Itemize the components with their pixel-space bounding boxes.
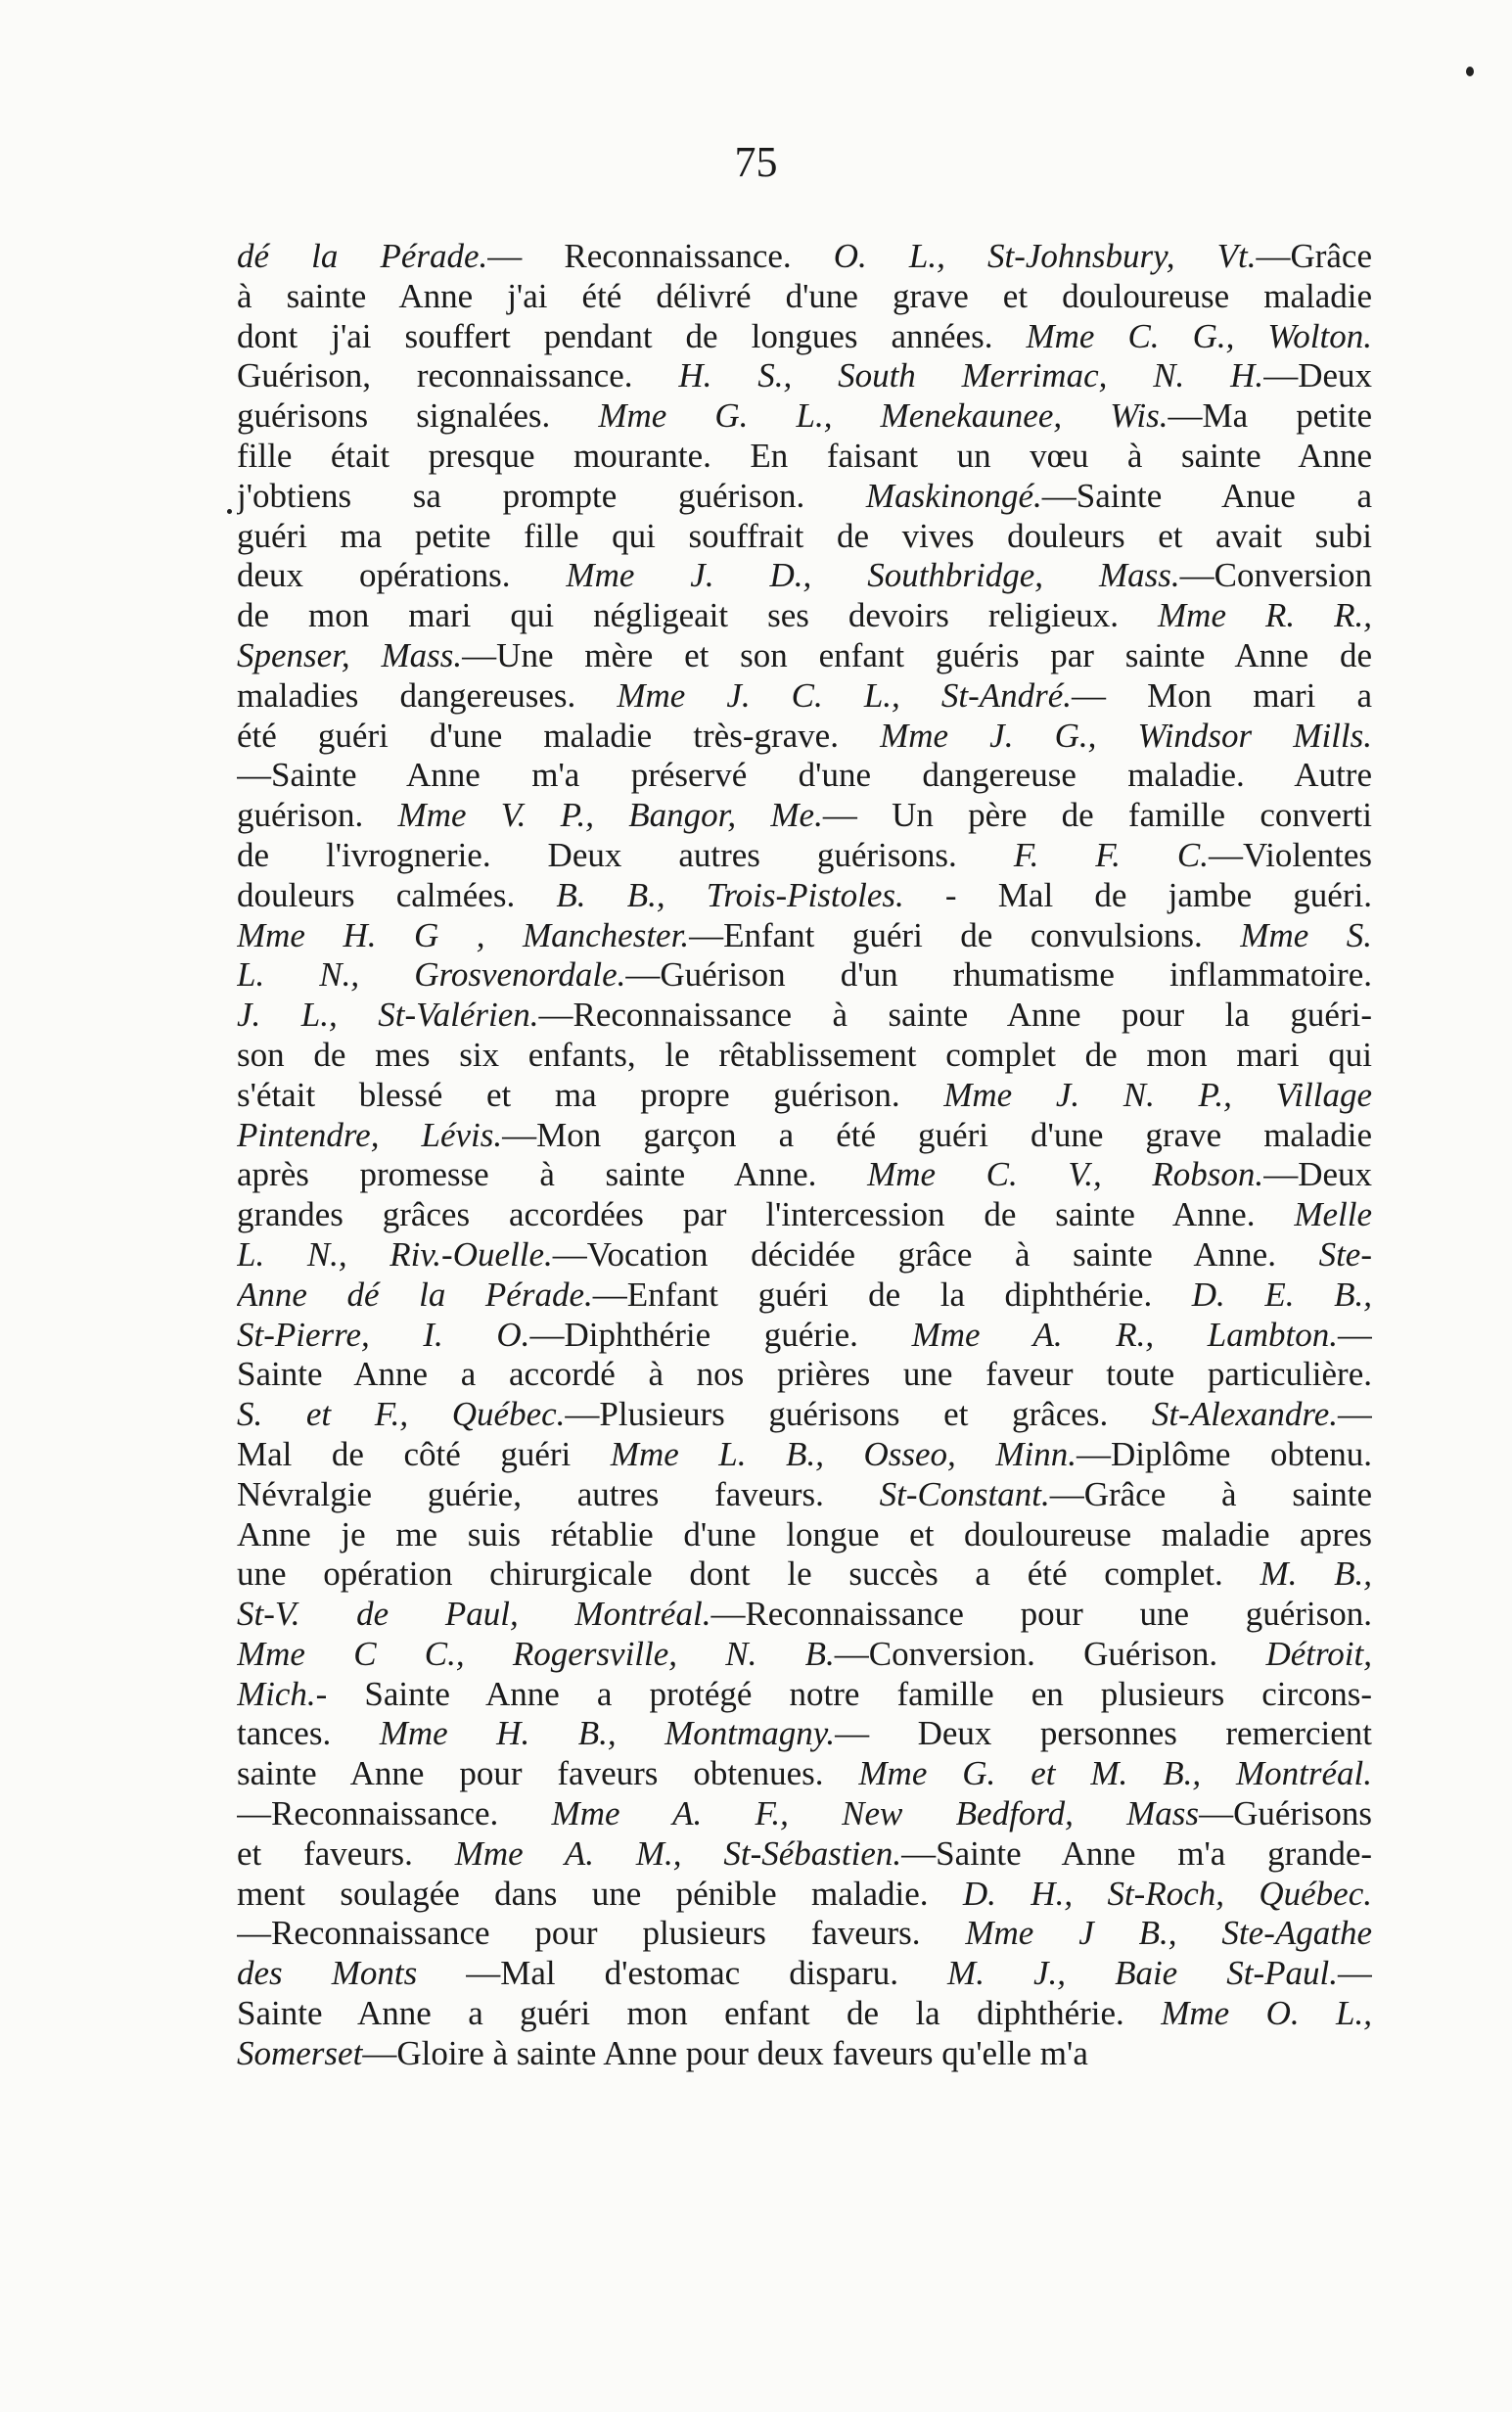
- text-segment: —Mon garçon a été guéri d'une grave maladie: [502, 1115, 1372, 1154]
- text-line: [237, 1155, 1372, 1195]
- text-segment: de mon mari qui négligeait ses devoirs religieux.: [237, 596, 1159, 635]
- text-line: [237, 996, 1372, 1036]
- text-line: [237, 836, 1372, 876]
- italic-text: Spenser, Mass.: [237, 635, 463, 674]
- text-segment: - Mal de jambe guéri.: [903, 875, 1372, 914]
- text-line: [237, 1675, 1372, 1715]
- text-line: [237, 1515, 1372, 1555]
- text-segment: — Deux personnes remercient: [835, 1714, 1372, 1753]
- text-segment: été guéri d'une maladie très-grave.: [237, 716, 881, 755]
- text-segment: maladies dangereuses.: [237, 675, 618, 715]
- text-segment: —Deux: [1263, 1155, 1372, 1194]
- italic-text: Mme J. G., Windsor Mills.: [880, 716, 1372, 755]
- italic-text: Mme L. B., Osseo, Minn.: [610, 1434, 1077, 1473]
- text-line: [237, 1036, 1372, 1076]
- text-segment: —: [1338, 1315, 1372, 1354]
- text-segment: à sainte Anne j'ai été délivré d'une grave et douloureuse maladie: [237, 276, 1372, 315]
- text-segment: —Diplôme obtenu.: [1076, 1434, 1372, 1473]
- text-segment: sainte Anne pour faveurs obtenues.: [237, 1754, 859, 1793]
- italic-text: O. L., St-Johnsbury, Vt.: [833, 237, 1257, 275]
- italic-text: Somerset: [237, 2033, 363, 2072]
- text-segment: —Enfant guéri de la diphthérie.: [592, 1275, 1192, 1314]
- text-segment: —Reconnaissance à sainte Anne pour la guéri-: [538, 996, 1372, 1035]
- text-segment: —Une mère et son enfant guéris par sainte Anne de: [462, 635, 1372, 674]
- text-segment: —Sainte Anue a: [1041, 476, 1372, 515]
- text-segment: Sainte Anne a guéri mon enfant de la diphthérie.: [237, 1994, 1162, 2033]
- text-segment: son de mes six enfants, le rêtablissement complet de mon mari qui: [237, 1035, 1372, 1074]
- text-line: [237, 636, 1372, 676]
- text-segment: —Reconnaissance.: [237, 1794, 552, 1833]
- italic-text: D. H., St-Roch, Québec.: [962, 1874, 1372, 1913]
- italic-text: H. S., South Merrimac, N. H.: [678, 356, 1264, 395]
- text-line: [237, 1595, 1372, 1635]
- text-segment: de l'ivrognerie. Deux autres guérisons.: [237, 835, 1014, 874]
- text-line: [237, 237, 1372, 277]
- italic-text: St-Constant.: [879, 1474, 1050, 1513]
- text-line: [237, 556, 1372, 596]
- text-segment: —Sainte Anne m'a préservé d'une dangereuse maladie. Autre: [237, 756, 1372, 795]
- text-line: [237, 317, 1372, 357]
- text-segment: guéri ma petite fille qui souffrait de vives douleurs et avait subi: [237, 516, 1372, 555]
- text-segment: —Reconnaissance pour plusieurs faveurs.: [237, 1914, 966, 1953]
- text-segment: —Gloire à sainte Anne pour deux faveurs qu'elle m'a: [362, 2033, 1088, 2072]
- italic-text: dé la Pérade.: [237, 237, 488, 275]
- text-segment: Névralgie guérie, autres faveurs.: [237, 1474, 880, 1513]
- text-line: [237, 1635, 1372, 1675]
- italic-text: St-V. de Paul, Montréal.: [237, 1595, 711, 1634]
- text-segment: —Grâce à sainte: [1049, 1474, 1372, 1513]
- text-segment: douleurs calmées.: [237, 875, 557, 914]
- text-line: [237, 1435, 1372, 1475]
- text-line: [237, 1554, 1372, 1595]
- text-segment: guérisons signalées.: [237, 396, 599, 436]
- text-line: [237, 1794, 1372, 1834]
- text-line: [237, 1475, 1372, 1515]
- italic-text: F. F. C.: [1013, 835, 1209, 874]
- text-segment: une opération chirurgicale dont le succès a été complet.: [237, 1554, 1260, 1594]
- italic-text: Mme J. N. P., Village: [943, 1075, 1372, 1114]
- text-segment: —Reconnaissance pour une guérison.: [710, 1595, 1372, 1634]
- text-segment: — Reconnaissance.: [487, 237, 834, 275]
- italic-text: Mme R. R.,: [1158, 596, 1372, 635]
- text-line: [237, 1714, 1372, 1754]
- text-segment: —Guérisons: [1199, 1794, 1372, 1833]
- text-line: [237, 2034, 1372, 2074]
- text-line: [237, 396, 1372, 437]
- text-line: [237, 1395, 1372, 1435]
- text-segment: —Vocation décidée grâce à sainte Anne.: [552, 1234, 1319, 1274]
- text-segment: —: [1338, 1954, 1372, 1993]
- italic-text: Mme H. B., Montmagny.: [379, 1714, 836, 1753]
- text-segment: —: [1338, 1395, 1372, 1434]
- italic-text: Mme S.: [1240, 915, 1372, 954]
- text-segment: après promesse à sainte Anne.: [237, 1155, 868, 1194]
- text-line: [237, 437, 1372, 477]
- text-line: [237, 955, 1372, 996]
- italic-text: Melle: [1294, 1195, 1372, 1234]
- italic-text: M. J., Baie St-Paul.: [947, 1954, 1338, 1993]
- italic-text: Ste-: [1318, 1234, 1372, 1274]
- text-line: [237, 356, 1372, 396]
- text-segment: —Diphthérie guérie.: [529, 1315, 912, 1354]
- italic-text: Mme C. V., Robson.: [867, 1155, 1264, 1194]
- italic-text: Maskinongé.: [865, 476, 1042, 515]
- text-line: [237, 1116, 1372, 1156]
- text-segment: fille était presque mourante. En faisant un vœu à sainte Anne: [237, 436, 1372, 475]
- text-line: [237, 1875, 1372, 1915]
- text-segment: grandes grâces accordées par l'intercession de sainte Anne.: [237, 1195, 1295, 1234]
- italic-text: Mme A. M., St-Sébastien.: [454, 1833, 902, 1873]
- text-segment: —Mal d'estomac disparu.: [417, 1954, 948, 1993]
- italic-text: Mme O. L.,: [1161, 1994, 1372, 2033]
- italic-text: Mme G. et M. B., Montréal.: [858, 1754, 1372, 1793]
- text-segment: Sainte Anne a accordé à nos prières une faveur toute particulière.: [237, 1355, 1372, 1394]
- italic-text: Mme J. D., Southbridge, Mass.: [566, 556, 1180, 595]
- text-line: [237, 1276, 1372, 1316]
- text-segment: — Mon mari a: [1072, 675, 1372, 715]
- text-line: [237, 1316, 1372, 1356]
- italic-text: J. L., St-Valérien.: [237, 996, 539, 1035]
- print-speck: [1466, 67, 1474, 76]
- text-segment: —Guérison d'un rhumatisme inflammatoire.: [625, 955, 1372, 995]
- italic-text: L. N., Grosvenordale.: [237, 955, 626, 995]
- text-line: [237, 596, 1372, 636]
- text-line: [237, 1914, 1372, 1954]
- text-line: [237, 717, 1372, 757]
- italic-text: Mme H. G , Manchester.: [237, 915, 690, 954]
- italic-text: Mme V. P., Bangor, Me.: [397, 796, 823, 835]
- italic-text: M. B.,: [1260, 1554, 1372, 1594]
- text-line: [237, 517, 1372, 557]
- italic-text: Mme C C., Rogersville, N. B.: [237, 1634, 835, 1673]
- italic-text: Pintendre, Lévis.: [237, 1115, 503, 1154]
- text-line: [237, 1235, 1372, 1276]
- text-line: [237, 1954, 1372, 1994]
- text-line: [237, 477, 1372, 517]
- text-line: [237, 1195, 1372, 1235]
- text-segment: guérison.: [237, 796, 398, 835]
- text-line: [237, 1076, 1372, 1116]
- italic-text: Mme J. C. L., St-André.: [617, 675, 1073, 715]
- text-line: [237, 876, 1372, 916]
- print-speck: [227, 509, 232, 514]
- italic-text: Mme A. F., New Bedford, Mass: [551, 1794, 1200, 1833]
- text-line: [237, 1754, 1372, 1794]
- text-segment: —Sainte Anne m'a grande-: [901, 1833, 1372, 1873]
- text-line: [237, 916, 1372, 956]
- text-line: [237, 796, 1372, 836]
- italic-text: St-Alexandre.: [1151, 1395, 1338, 1434]
- text-segment: —Conversion. Guérison.: [834, 1634, 1266, 1673]
- italic-text: L. N., Riv.-Ouelle.: [237, 1234, 553, 1274]
- text-segment: s'était blessé et ma propre guérison.: [237, 1075, 944, 1114]
- text-segment: Mal de côté guéri: [237, 1434, 611, 1473]
- page-number: 75: [734, 138, 778, 186]
- text-segment: Anne je me suis rétablie d'une longue et douloureuse maladie apres: [237, 1514, 1372, 1554]
- text-segment: — Un père de famille converti: [822, 796, 1372, 835]
- italic-text: St-Pierre, I. O.: [237, 1315, 530, 1354]
- text-line: [237, 756, 1372, 796]
- italic-text: Mme G. L., Menekaunee, Wis.: [598, 396, 1168, 436]
- italic-text: Mme C. G., Wolton.: [1026, 316, 1372, 355]
- text-segment: j'obtiens sa prompte guérison.: [237, 476, 866, 515]
- text-segment: —Conversion: [1179, 556, 1372, 595]
- italic-text: S. et F., Québec.: [237, 1395, 566, 1434]
- text-segment: deux opérations.: [237, 556, 567, 595]
- italic-text: D. E. B.,: [1191, 1275, 1372, 1314]
- text-segment: et faveurs.: [237, 1833, 455, 1873]
- text-line: [237, 676, 1372, 717]
- text-segment: —Plusieurs guérisons et grâces.: [565, 1395, 1152, 1434]
- text-segment: —Grâce: [1256, 237, 1372, 275]
- text-segment: —Violentes: [1208, 835, 1372, 874]
- italic-text: B. B., Trois-Pistoles.: [556, 875, 904, 914]
- text-line: [237, 277, 1372, 317]
- text-line: [237, 1834, 1372, 1875]
- text-segment: - Sainte Anne a protégé notre famille en plusieurs circons-: [315, 1674, 1372, 1713]
- text-segment: tances.: [237, 1714, 380, 1753]
- italic-text: des Monts: [237, 1954, 418, 1993]
- text-line: [237, 1355, 1372, 1395]
- text-segment: —Ma petite: [1168, 396, 1372, 436]
- text-segment: Guérison, reconnaissance.: [237, 356, 679, 395]
- italic-text: Mme A. R., Lambton.: [911, 1315, 1338, 1354]
- text-line: [237, 1994, 1372, 2034]
- text-segment: —Deux: [1263, 356, 1372, 395]
- body-text: [237, 237, 1372, 2074]
- italic-text: Anne dé la Pérade.: [237, 1275, 593, 1314]
- text-segment: ment soulagée dans une pénible maladie.: [237, 1874, 963, 1913]
- italic-text: Détroit,: [1265, 1634, 1372, 1673]
- text-segment: dont j'ai souffert pendant de longues années.: [237, 316, 1027, 355]
- italic-text: Mich.: [237, 1674, 316, 1713]
- italic-text: Mme J B., Ste-Agathe: [965, 1914, 1372, 1953]
- text-segment: —Enfant guéri de convulsions.: [689, 915, 1241, 954]
